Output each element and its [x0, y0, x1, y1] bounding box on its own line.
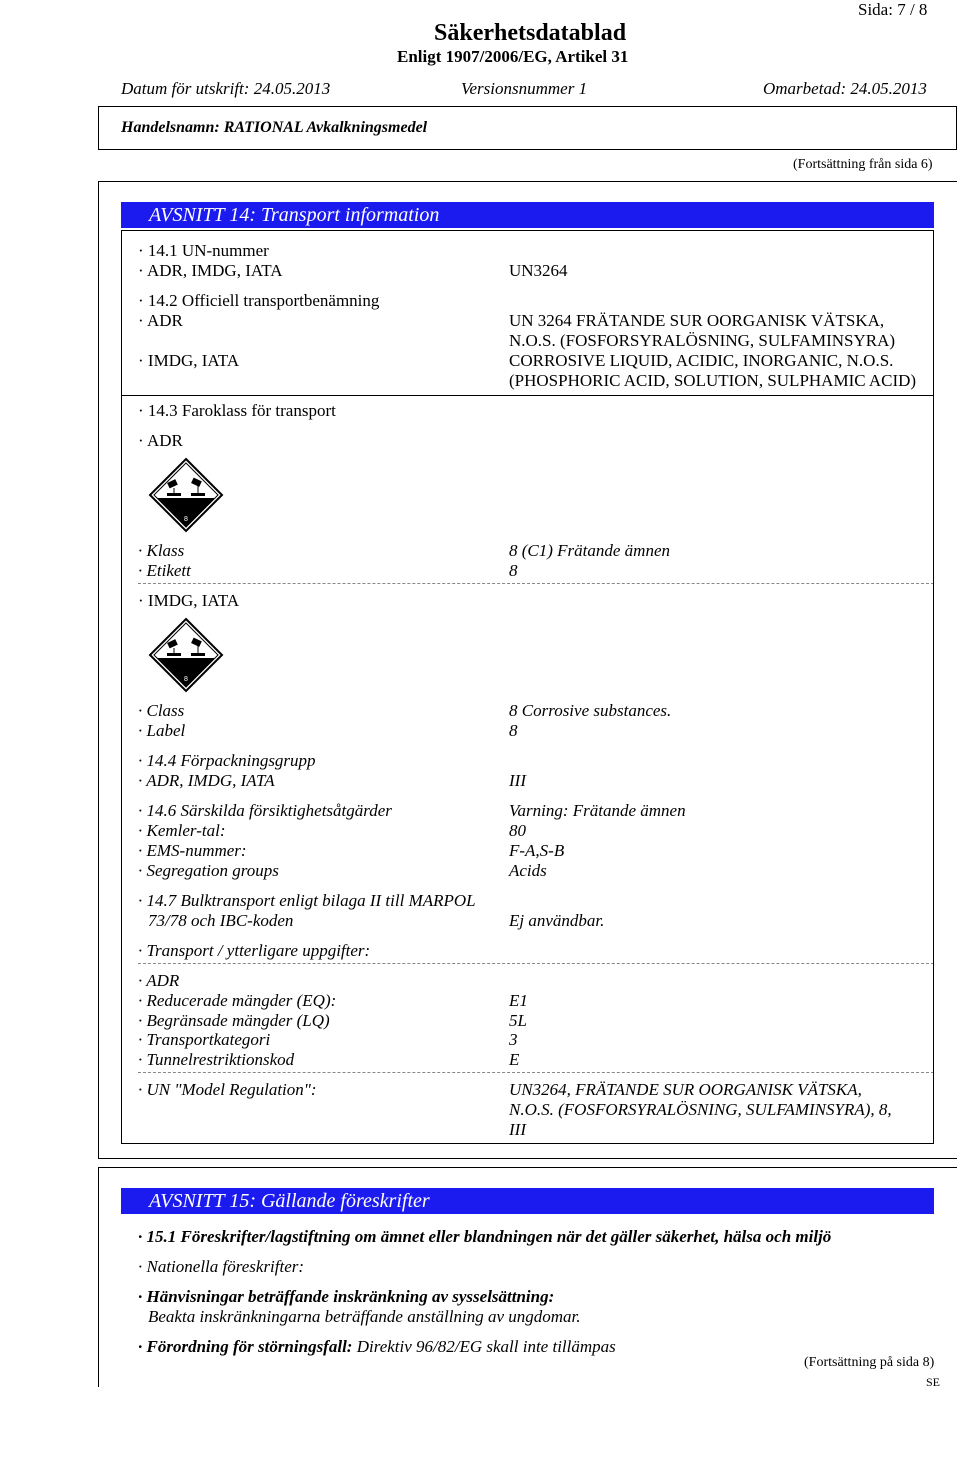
- revised-date: Omarbetad: 24.05.2013: [763, 79, 927, 98]
- model-regulation-label: · UN "Model Regulation":: [138, 1080, 317, 1099]
- section-14-heading: AVSNITT 14: Transport information: [121, 202, 934, 228]
- employment-restrictions-label: · Hänvisningar beträffande inskränkning av sysselsättning:: [138, 1287, 555, 1306]
- etikett-value: 8: [509, 561, 518, 580]
- national-regulations: · Nationella föreskrifter:: [138, 1257, 305, 1276]
- adr-name-line-1: UN 3264 FRÄTANDE SUR OORGANISK VÄTSKA,: [509, 311, 885, 330]
- etikett-label: · Etikett: [138, 561, 191, 580]
- packing-group-label: · 14.4 Förpackningsgrupp: [138, 751, 316, 770]
- transport-category-value: 3: [509, 1030, 518, 1049]
- model-regulation-line-1: UN3264, FRÄTANDE SUR OORGANISK VÄTSKA,: [509, 1080, 862, 1099]
- kemler-label: · Kemler-tal:: [138, 821, 226, 840]
- document-title: Säkerhetsdatablad: [434, 20, 627, 46]
- major-accidents-label: · Förordning för störningsfall:: [138, 1337, 353, 1356]
- adr-subheading: · ADR: [138, 431, 183, 450]
- shipping-name-label: · 14.2 Officiell transportbenämning: [138, 291, 380, 310]
- label-label: · Label: [138, 721, 186, 740]
- eq-value: E1: [509, 991, 528, 1010]
- transport-extra-label: · Transport / ytterligare uppgifter:: [138, 941, 371, 960]
- model-regulation-line-3: III: [509, 1120, 526, 1139]
- imdg-name-line-1: CORROSIVE LIQUID, ACIDIC, INORGANIC, N.O.S.: [509, 351, 894, 370]
- major-accidents-line: [138, 1337, 616, 1357]
- segregation-label: · Segregation groups: [138, 861, 279, 880]
- trade-name: Handelsnamn: RATIONAL Avkalkningsmedel: [121, 119, 428, 136]
- bulk-transport-label-1: · 14.7 Bulktransport enligt bilaga II till MARPOL: [138, 891, 476, 910]
- precautions-value: Varning: Frätande ämnen: [509, 801, 686, 820]
- imdg-label: · IMDG, IATA: [138, 351, 240, 370]
- adr-name-line-2: N.O.S. (FOSFORSYRALÖSNING, SULFAMINSYRA): [509, 331, 896, 350]
- version-number: Versionsnummer 1: [461, 79, 588, 98]
- segregation-value: Acids: [509, 861, 547, 880]
- adr-extra-label: · ADR: [138, 971, 180, 990]
- precautions-label: · 14.6 Särskilda försiktighetsåtgärder: [138, 801, 392, 820]
- imdg-subheading: · IMDG, IATA: [138, 591, 240, 610]
- tunnel-code-value: E: [509, 1050, 520, 1069]
- un-number-value: UN3264: [509, 261, 568, 280]
- adr-label: · ADR: [138, 311, 183, 330]
- page-number: Sida: 7 / 8: [858, 0, 928, 19]
- employment-restrictions-text: Beakta inskränkningarna beträffande anställning av ungdomar.: [148, 1307, 581, 1326]
- packing-group-value: III: [509, 771, 526, 790]
- lq-value: 5L: [509, 1011, 527, 1030]
- major-accidents-value: Direktiv 96/82/EG skall inte tillämpas: [352, 1337, 616, 1356]
- hazard-class-label: · 14.3 Faroklass för transport: [138, 401, 336, 420]
- class-label: · Class: [138, 701, 185, 720]
- regulations-line: · 15.1 Föreskrifter/lagstiftning om ämnet eller blandningen när det gäller säkerhet, hälsa och miljö: [138, 1227, 832, 1246]
- print-date: Datum för utskrift: 24.05.2013: [121, 79, 331, 98]
- ems-value: F-A,S-B: [509, 841, 565, 860]
- language-code: SE: [926, 1375, 941, 1389]
- eq-label: · Reducerade mängder (EQ):: [138, 991, 337, 1010]
- packing-group-modes: · ADR, IMDG, IATA: [138, 771, 275, 790]
- un-number-label: · 14.1 UN-nummer: [138, 241, 269, 260]
- tunnel-code-label: · Tunnelrestriktionskod: [138, 1050, 295, 1069]
- bulk-transport-value: Ej användbar.: [509, 911, 605, 930]
- transport-category-label: · Transportkategori: [138, 1030, 271, 1049]
- klass-label: · Klass: [138, 541, 185, 560]
- class-value: 8 Corrosive substances.: [509, 701, 672, 720]
- kemler-value: 80: [509, 821, 526, 840]
- transport-details-box: [121, 396, 934, 1144]
- un-number-modes: · ADR, IMDG, IATA: [138, 261, 283, 280]
- label-value: 8: [509, 721, 518, 740]
- bulk-transport-label-2: 73/78 och IBC-koden: [148, 911, 294, 930]
- continued-from: (Fortsättning från sida 6): [793, 157, 933, 172]
- pictogram-number: 8: [184, 676, 188, 683]
- regulation-subtitle: Enligt 1907/2006/EG, Artikel 31: [397, 47, 629, 66]
- lq-label: · Begränsade mängder (LQ): [138, 1011, 330, 1030]
- pictogram-number: 8: [184, 516, 188, 523]
- klass-value: 8 (C1) Frätande ämnen: [509, 541, 671, 560]
- ems-label: · EMS-nummer:: [138, 841, 247, 860]
- imdg-name-line-2: (PHOSPHORIC ACID, SOLUTION, SULPHAMIC ACID): [509, 371, 917, 390]
- continued-on: (Fortsättning på sida 8): [804, 1355, 935, 1370]
- model-regulation-line-2: N.O.S. (FOSFORSYRALÖSNING, SULFAMINSYRA), 8,: [509, 1100, 892, 1119]
- section-15-heading: AVSNITT 15: Gällande föreskrifter: [121, 1188, 934, 1214]
